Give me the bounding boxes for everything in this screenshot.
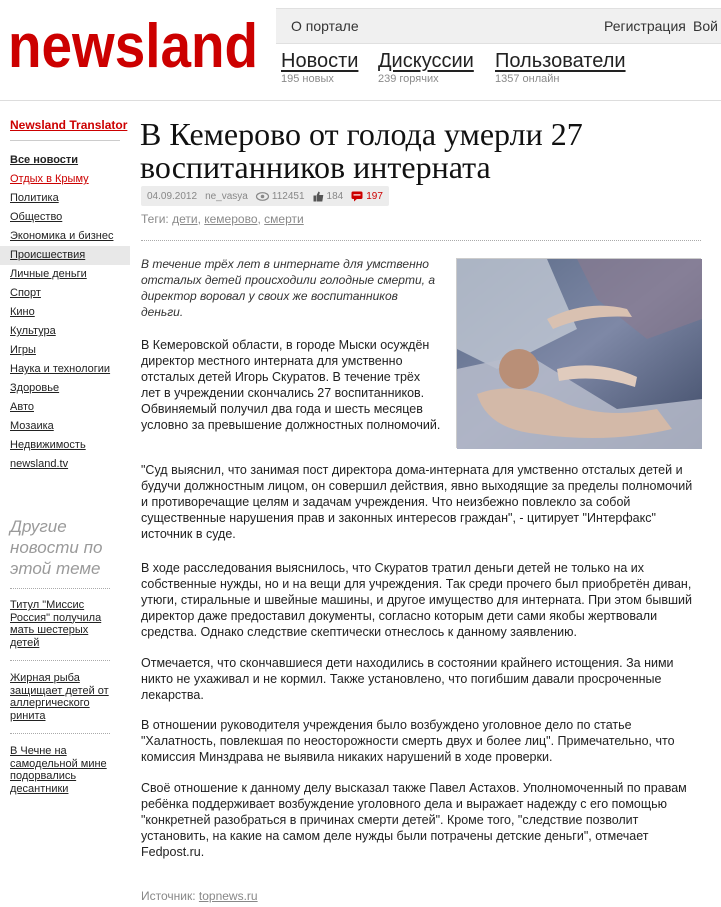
other-news-link[interactable]: Жирная рыба защищает детей от аллергического ринита [10,672,109,722]
nav-discussions-count: 239 горячих [378,73,439,85]
sidebar-item-personal-money[interactable]: Личные деньги [10,268,87,280]
nav-news-count: 195 новых [281,73,334,85]
thumbs-up-icon [313,191,324,202]
tag-link[interactable]: дети [172,212,198,226]
newsland-logo[interactable] [8,12,260,81]
sidebar-item-games[interactable]: Игры [10,344,36,356]
sidebar-item-health[interactable]: Здоровье [10,382,60,394]
sidebar [10,118,128,795]
tags-label: Теги: [141,212,169,226]
article-divider [141,240,701,241]
sidebar-item-politics[interactable]: Политика [10,192,59,204]
nav-news [281,50,358,85]
about-link[interactable]: О портале [291,18,359,34]
eye-icon [256,192,269,201]
sidebar-item-realty[interactable]: Недвижимость [10,439,86,451]
comment-icon [351,191,363,202]
top-bar [276,8,721,44]
nav-users [495,50,626,85]
sidebar-item-sport[interactable]: Спорт [10,287,41,299]
sidebar-item-society[interactable]: Общество [10,211,63,223]
login-link[interactable]: Вой [693,18,718,34]
likes-count: 184 [326,190,344,202]
article-meta [141,186,389,206]
other-news-divider [10,660,110,661]
views-count: 112451 [271,190,305,202]
sidebar-item-all-news[interactable]: Все новости [10,154,79,166]
article-paragraph: "Суд выяснил, что занимая пост директора дома-интерната для умственно отсталых детей и будучи должностным лицом, он совершил действия, явно выходящие за пределы полномочий и противоречащие целям и задачам учреждения. Что неизбежно повлекло за собой существенные нарушения прав и законных интересов граждан", - цитирует "Интерфакс" источник в суде. [141,463,693,541]
sidebar-item-economy[interactable]: Экономика и бизнес [10,230,114,242]
nav-discussions-link[interactable]: Дискуссии [378,50,474,72]
translator-link[interactable]: Newsland Translator [10,118,128,132]
article-paragraph: В ходе расследования выяснилось, что Скуратов тратил деньги детей не только на их собственные нужды, но и на вещи для учреждения. Так среди прочего был приобретён диван, утюги, стиральные и швейные машины, и другое имущество для интерната. При этом бывший директор даже предоставил документы, согласно которым дети сами якобы жертвовали средства. Однако следствие скептически отнеслось к данному заявлению. [141,561,693,639]
article-tags: Теги: дети, кемерово, смерти [141,212,304,226]
sidebar-item-mosaic[interactable]: Мозаика [10,420,54,432]
source-link[interactable]: topnews.ru [198,889,258,903]
article-paragraph: В Кемеровской области, в городе Мыски осуждён директор местного интерната для умственно отсталых детей Игорь Скуратов. В течение трёх лет в учреждении скончались 27 воспитанников. Обвиняемый получил два года и шесть месяцев условно за превышение должностных полномочий. [141,338,441,432]
header-divider [0,100,721,101]
register-link[interactable]: Регистрация [604,18,686,34]
article-date: 04.09.2012 [147,190,198,202]
article-photo-graphic [457,259,702,449]
other-news-link[interactable]: В Чечне на самодельной мине подорвались десантники [10,745,107,795]
comments-counter[interactable] [351,191,383,202]
sidebar-item-cinema[interactable]: Кино [10,306,35,318]
comments-count: 197 [366,190,383,202]
article-paragraph: В отношении руководителя учреждения было возбуждено уголовное дело по статье "Халатность, повлекшая по неосторожности смерть двух и более лиц". Примечательно, что комиссия Минздрава не выявила никаких нарушений в ходе проверки. [141,718,675,764]
sidebar-item-culture[interactable]: Культура [10,325,56,337]
sidebar-item-auto[interactable]: Авто [10,401,34,413]
article-source [141,889,258,903]
logo-text: newsland [8,12,258,81]
other-news-title: Другие новости по этой теме [10,517,103,578]
author-link[interactable]: ne_vasya [205,190,248,202]
likes-counter[interactable] [313,191,344,202]
source-label: Источник: [141,889,196,903]
article-photo [456,258,701,448]
article-paragraph: Отмечается, что скончавшиеся дети находились в состоянии крайнего истощения. За ними никто не ухаживал и не кормил. Также установлено, что погибшим давали просроченные лекарства. [141,656,674,702]
tag-link[interactable]: кемерово [204,212,258,226]
nav-users-count: 1357 онлайн [495,73,560,85]
tag-link[interactable]: смерти [264,212,304,226]
article-title: В Кемерово от голода умерли 27 воспитанников интерната [140,116,583,185]
other-news-divider [10,733,110,734]
sidebar-item-crimea[interactable]: Отдых в Крыму [10,173,89,185]
other-news-divider [10,588,110,589]
other-news-link[interactable]: Титул "Миссис Россия" получила мать шестерых детей [10,599,102,649]
views-counter [256,191,305,202]
logo-graphic [8,12,260,81]
article-lead: В течение трёх лет в интернате для умственно отсталых детей происходили голодные смерти, а директор воровал у своих же воспитанников деньги. [141,257,435,319]
sidebar-divider [10,140,120,141]
sidebar-item-incidents[interactable]: Происшествия [10,246,120,265]
sidebar-item-science[interactable]: Наука и технологии [10,363,111,375]
nav-users-link[interactable]: Пользователи [495,50,626,72]
nav-news-link[interactable]: Новости [281,50,359,72]
article-paragraph: Своё отношение к данному делу высказал также Павел Астахов. Уполномоченный по правам ребёнка поддерживает возбуждение уголовного дела и выражает надежду с его помощью "конкретней разобраться в причинах смерти детей". Кроме того, "следствие позволит установить, на какие на самом деле нужды были потрачены детские деньги", отмечает Fedpost.ru. [141,781,687,859]
nav-discussions [378,50,474,85]
sidebar-item-newsland-tv[interactable]: newsland.tv [10,458,69,470]
